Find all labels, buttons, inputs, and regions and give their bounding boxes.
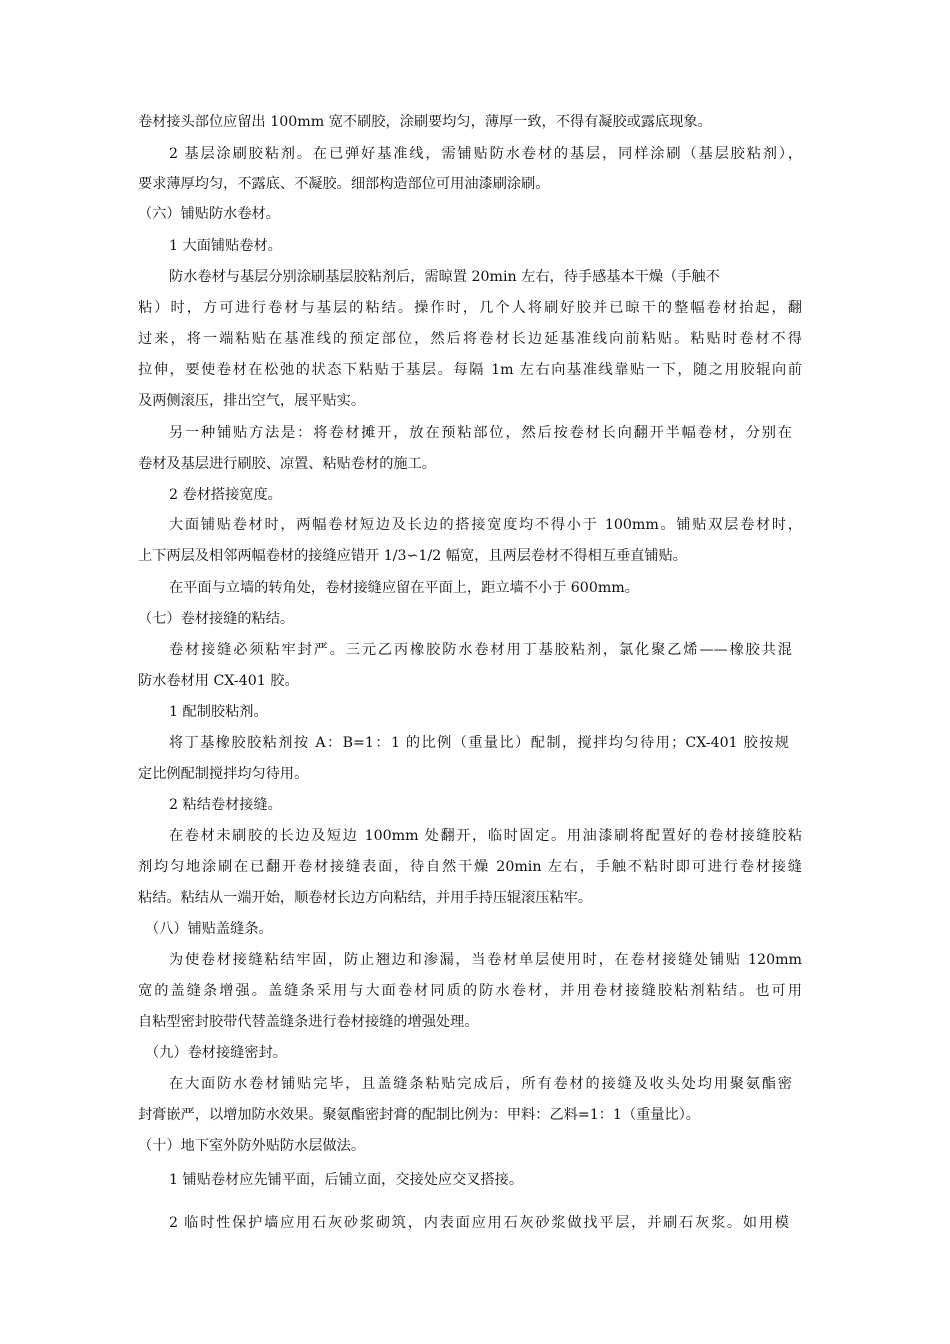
text-line: 及两侧滚压，排出空气，展平贴实。 [138, 393, 366, 409]
section-heading: （十）地下室外防外贴防水层做法。 [138, 1138, 366, 1154]
section-heading: （八）铺贴盖缝条。 [145, 921, 273, 937]
text-line: 剂均匀地涂刷在已翻开卷材接缝表面，待自然干燥 20min 左右，手触不粘时即可进行卷材接缝 [138, 859, 802, 875]
text-line: 在大面防水卷材铺贴完毕，且盖缝条粘贴完成后，所有卷材的接缝及收头处均用聚氨酯密 [169, 1076, 792, 1092]
text-line: 2 基层涂刷胶粘剂。在已弹好基准线，需铺贴防水卷材的基层，同样涂刷（基层胶粘剂）， [169, 146, 802, 162]
subsection-heading: 2 粘结卷材接缝。 [169, 797, 282, 813]
subsection-heading: 1 配制胶粘剂。 [169, 704, 268, 720]
section-heading: （九）卷材接缝密封。 [145, 1045, 287, 1061]
text-line: 过来，将一端粘贴在基准线的预定部位，然后将卷材长边延基准线向前粘贴。粘贴时卷材不得 [138, 331, 802, 347]
text-line: 2 临时性保护墙应用石灰砂浆砌筑，内表面应用石灰砂浆做找平层，并刷石灰浆。如用模 [169, 1215, 789, 1231]
text-line: 卷材及基层进行刷胶、凉置、粘贴卷材的施工。 [138, 456, 436, 472]
text-line: 1 铺贴卷材应先铺平面，后铺立面，交接处应交叉搭接。 [169, 1172, 524, 1188]
text-line: 粘）时，方可进行卷材与基层的粘结。操作时，几个人将刷好胶并已晾干的整幅卷材抬起，翻 [138, 300, 802, 316]
text-line: 宽的盖缝条增强。盖缝条采用与大面卷材同质的防水卷材，并用卷材接缝胶粘剂粘结。也可用 [138, 983, 802, 999]
text-line: 防水卷材与基层分别涂刷基层胶粘剂后，需晾置 20min 左右，待手感基本干燥（手触不 [169, 269, 720, 285]
text-line: 在平面与立墙的转角处，卷材接缝应留在平面上，距立墙不小于 600mm。 [169, 580, 639, 596]
text-line: 大面铺贴卷材时，两幅卷材短边及长边的搭接宽度均不得小于 100mm。铺贴双层卷材时， [169, 517, 802, 533]
text-line: 另一种铺贴方法是：将卷材摊开，放在预粘部位，然后按卷材长向翻开半幅卷材，分别在 [169, 425, 792, 441]
text-line: 自粘型密封胶带代替盖缝条进行卷材接缝的增强处理。 [138, 1014, 479, 1030]
text-line: 卷材接头部位应留出 100mm 宽不刷胶，涂刷要均匀，薄厚一致，不得有凝胶或露底现象。 [138, 114, 712, 130]
text-line: 粘结。粘结从一端开始，顺卷材长边方向粘结，并用手持压辊滚压粘牢。 [138, 890, 593, 906]
text-line: 为使卷材接缝粘结牢固，防止翘边和渗漏，当卷材单层使用时，在卷材接缝处铺贴 120mm [169, 952, 802, 968]
text-line: 将丁基橡胶胶粘剂按 A：B=1：1 的比例（重量比）配制，搅拌均匀待用；CX-401 胶按规 [169, 735, 789, 751]
section-heading: （七）卷材接缝的粘结。 [138, 611, 295, 627]
text-line: 在卷材未刷胶的长边及短边 100mm 处翻开，临时固定。用油漆刷将配置好的卷材接缝胶粘 [169, 828, 802, 844]
text-line: 防水卷材用 CX-401 胶。 [138, 673, 299, 689]
text-line: 上下两层及相邻两幅卷材的接缝应错开 1/3∽1/2 幅宽，且两层卷材不得相互垂直铺贴。 [138, 548, 687, 564]
text-line: 要求薄厚均匀，不露底、不凝胶。细部构造部位可用油漆刷涂刷。 [138, 176, 550, 192]
text-line: 定比例配制搅拌均匀待用。 [138, 766, 309, 782]
subsection-heading: 2 卷材搭接宽度。 [169, 487, 282, 503]
section-heading: （六）铺贴防水卷材。 [138, 206, 280, 222]
text-line: 卷材接缝必须粘牢封严。三元乙丙橡胶防水卷材用丁基胶粘剂，氯化聚乙烯——橡胶共混 [169, 642, 792, 658]
text-line: 封膏嵌严，以增加防水效果。聚氨酯密封膏的配制比例为：甲料：乙料=1：1（重量比）。 [138, 1107, 700, 1123]
subsection-heading: 1 大面铺贴卷材。 [169, 238, 282, 254]
text-line: 拉伸，要使卷材在松弛的状态下粘贴于基层。每隔 1m 左右向基准线靠贴一下，随之用胶辊向前 [138, 362, 802, 378]
